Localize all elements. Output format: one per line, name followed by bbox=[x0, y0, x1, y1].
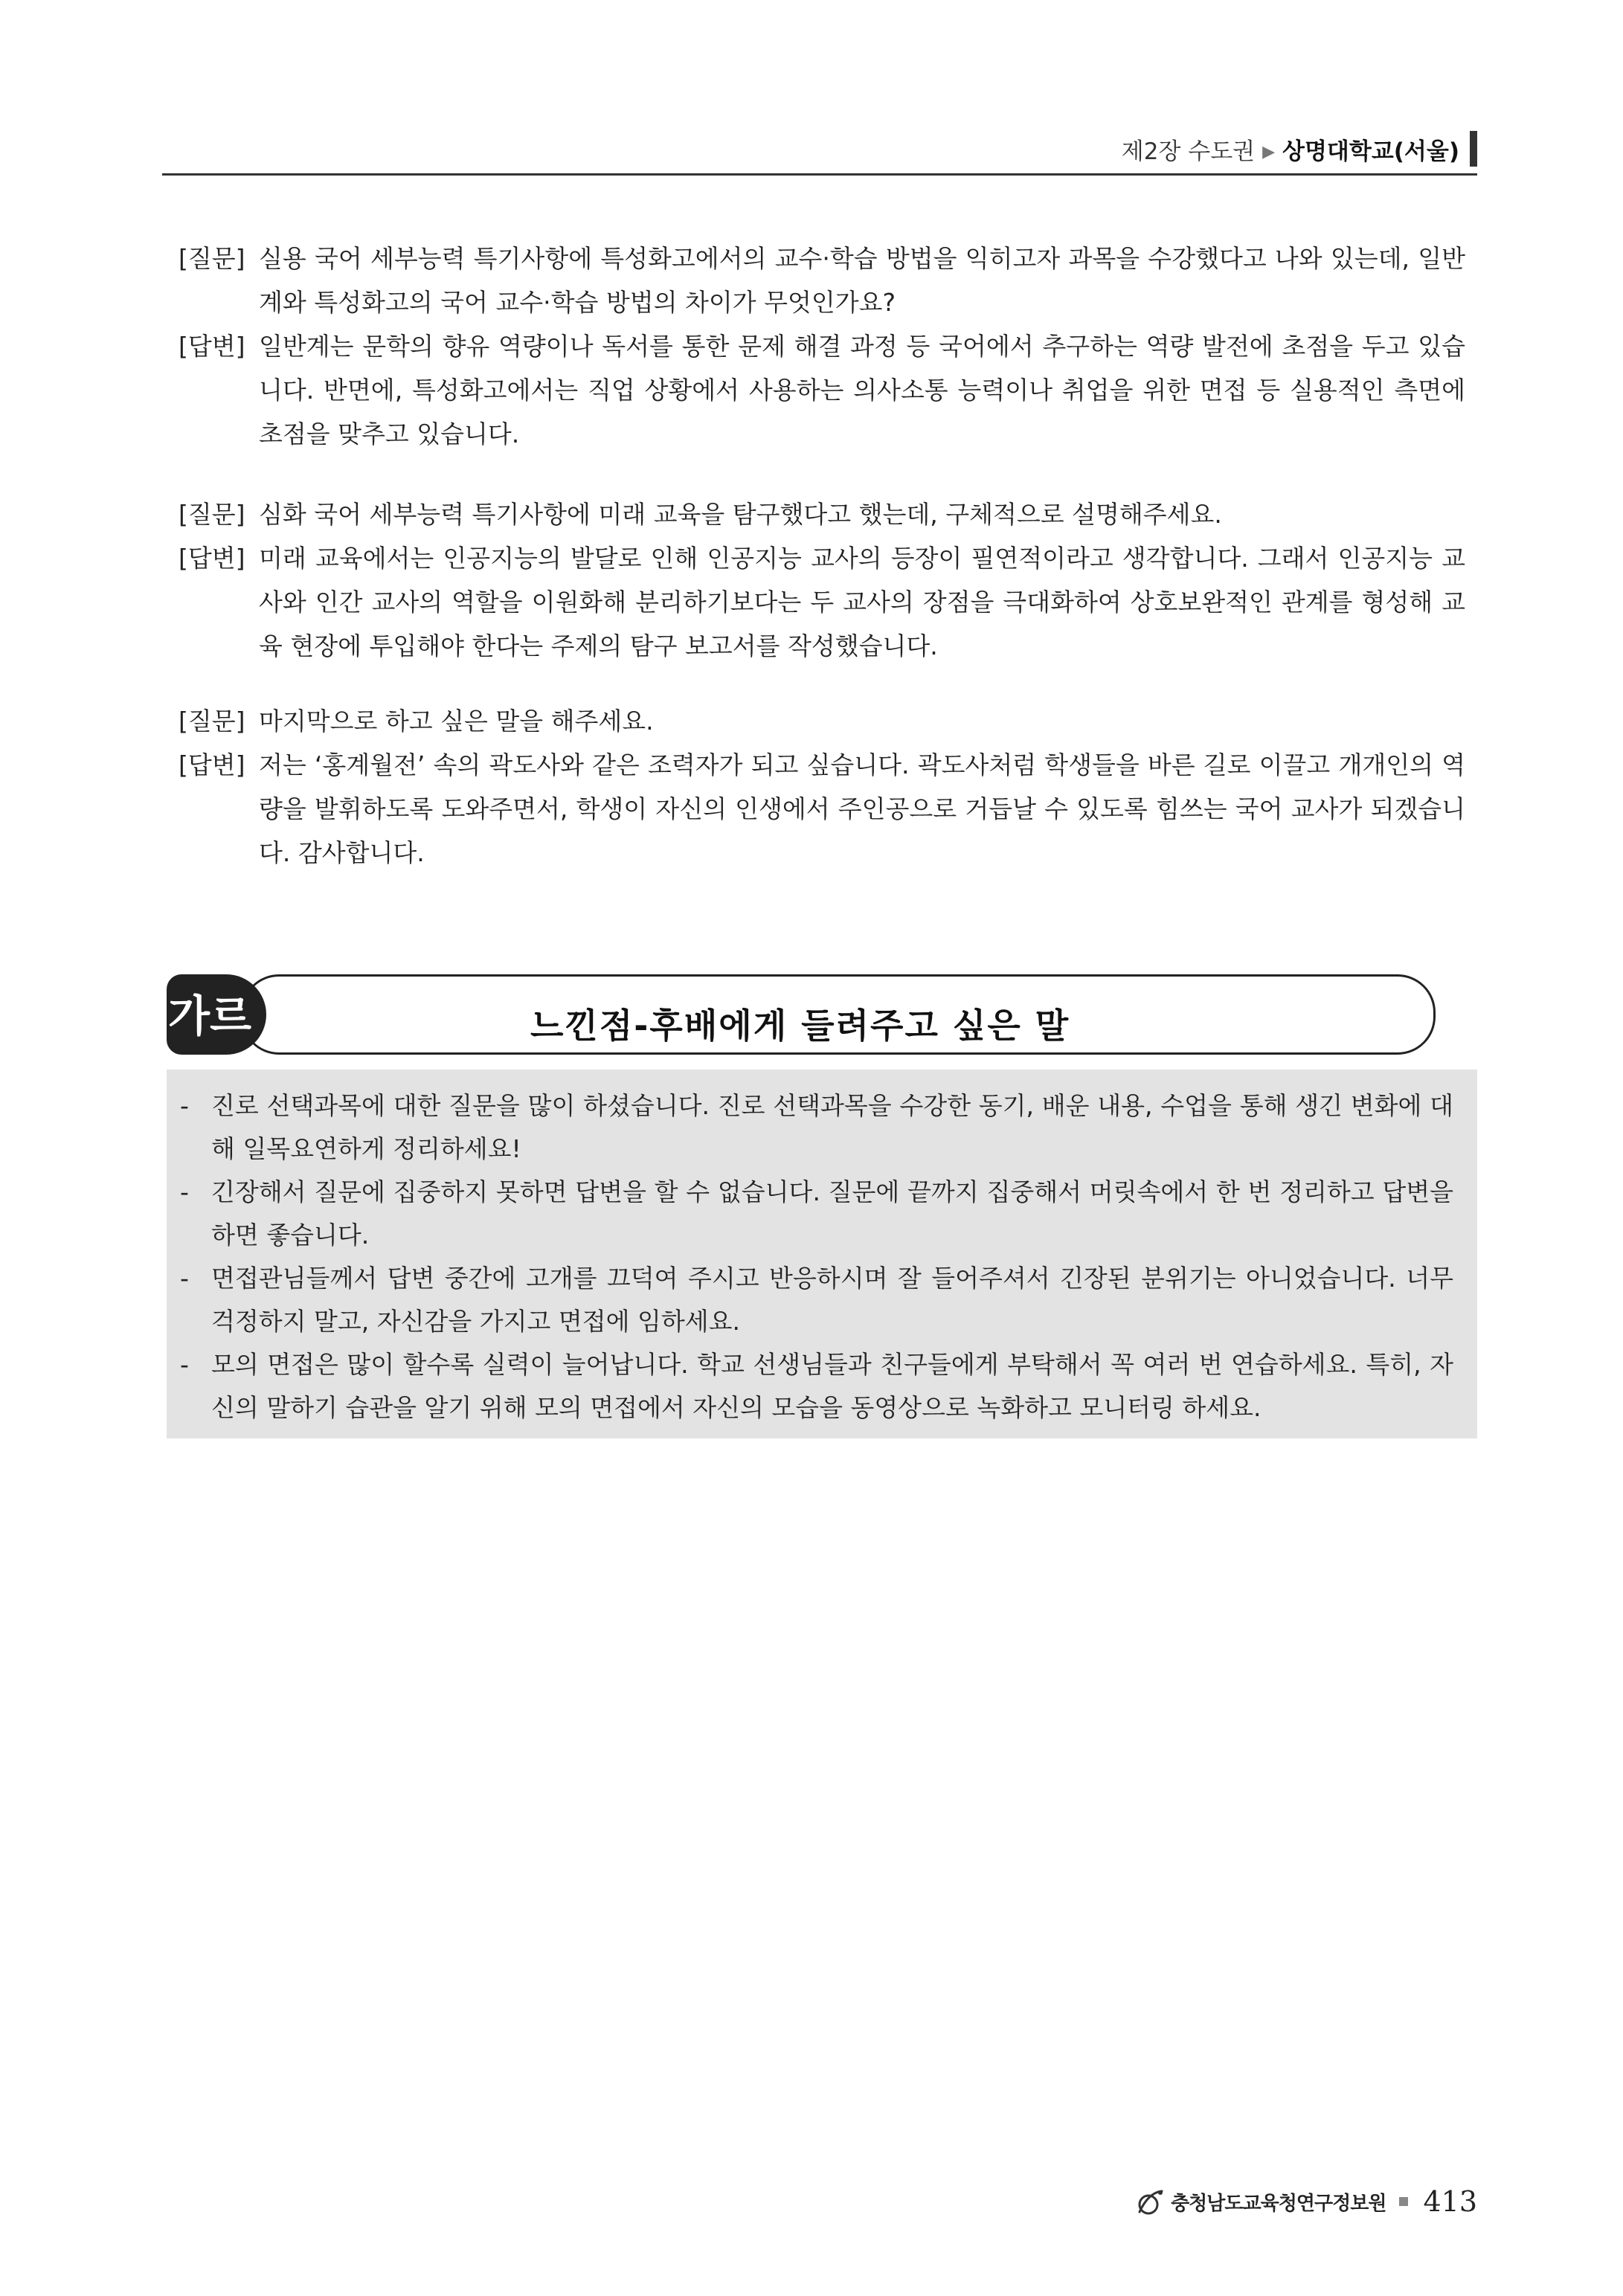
tip-text: 면접관님들께서 답변 중간에 고개를 끄덕여 주시고 반응하시며 잘 들어주셔서 긴장된 분위기는 아니었습니다. 너무 걱정하지 말고, 자신감을 가지고 면접에 임하세요. bbox=[211, 1264, 1453, 1336]
tip-item bbox=[167, 1171, 1477, 1257]
tip-text: 진로 선택과목에 대한 질문을 많이 하셨습니다. 진로 선택과목을 수강한 동기, 배운 내용, 수업을 통해 생긴 변화에 대해 일목요연하게 정리하세요! bbox=[211, 1091, 1453, 1163]
section-title: 느낀점-후배에게 들려주고 싶은 말 bbox=[530, 1006, 1070, 1046]
qa-tag: [답변] bbox=[179, 332, 245, 361]
header-breadcrumb bbox=[1122, 132, 1459, 166]
qa-answer bbox=[179, 324, 1465, 456]
header-rule bbox=[162, 173, 1477, 176]
qa-answer bbox=[179, 536, 1465, 668]
page-footer bbox=[1134, 2183, 1477, 2220]
tip-text: 긴장해서 질문에 집중하지 못하면 답변을 할 수 없습니다. 질문에 끝까지 집중해서 머릿속에서 한 번 정리하고 답변을 하면 좋습니다. bbox=[211, 1177, 1453, 1250]
footer-org-name: 충청남도교육청연구정보원 bbox=[1171, 2192, 1386, 2215]
qa-question bbox=[179, 492, 1465, 536]
section-title-box bbox=[241, 974, 1436, 1055]
org-logo-icon bbox=[1134, 2187, 1166, 2216]
qa-text: 마지막으로 하고 싶은 말을 해주세요. bbox=[259, 707, 654, 736]
header-school: 상명대학교(서울) bbox=[1282, 138, 1459, 165]
qa-text: 미래 교육에서는 인공지능의 발달로 인해 인공지능 교사의 등장이 필연적이라고 생각합니다. 그래서 인공지능 교사와 인간 교사의 역할을 이원화해 분리하기보다는 두 교사의 장점을 극대화하여 상호보완적인 관계를 형성해 교육 현장에 투입해야 한다는 주제의 탐구 보고서를 작성했습니다. bbox=[259, 544, 1465, 660]
qa-text: 저는 ‘홍계월전’ 속의 곽도사와 같은 조력자가 되고 싶습니다. 곽도사처럼 학생들을 바른 길로 이끌고 개개인의 역량을 발휘하도록 도와주면서, 학생이 자신의 인생에서 주인공으로 거듭날 수 있도록 힘쓰는 국어 교사가 되겠습니다. 감사합니다. bbox=[259, 750, 1465, 867]
header-edge-bar bbox=[1470, 131, 1477, 167]
qa-text: 일반계는 문학의 향유 역량이나 독서를 통한 문제 해결 과정 등 국어에서 추구하는 역량 발전에 초점을 두고 있습니다. 반면에, 특성화고에서는 직업 상황에서 사용하는 의사소통 능력이나 취업을 위한 면접 등 실용적인 측면에 초점을 맞추고 있습니다. bbox=[259, 332, 1465, 448]
header-chapter: 제2장 수도권 bbox=[1121, 138, 1256, 165]
page-number: 413 bbox=[1423, 2185, 1477, 2218]
badge-glyph-icon bbox=[167, 985, 252, 1044]
triangle-right-icon: ▶ bbox=[1262, 143, 1276, 161]
tip-text: 모의 면접은 많이 할수록 실력이 늘어납니다. 학교 선생님들과 친구들에게 부탁해서 꼭 여러 번 연습하세요. 특히, 자신의 말하기 습관을 알기 위해 모의 면접에서 자신의 모습을 동영상으로 녹화하고 모니터링 하세요. bbox=[211, 1350, 1453, 1422]
badge-text: 가르 bbox=[167, 991, 252, 1041]
section-heading bbox=[167, 971, 1477, 1053]
qa-question bbox=[179, 699, 1465, 743]
tip-item bbox=[167, 1257, 1477, 1343]
tip-dash: - bbox=[180, 1264, 189, 1293]
qa-tag: [답변] bbox=[179, 544, 245, 573]
section-badge bbox=[167, 974, 266, 1055]
tip-item bbox=[167, 1343, 1477, 1430]
qa-tag: [질문] bbox=[179, 244, 245, 273]
tip-dash: - bbox=[180, 1350, 189, 1379]
tip-item bbox=[167, 1084, 1477, 1171]
qa-tag: [질문] bbox=[179, 500, 245, 529]
footer-square-icon bbox=[1399, 2197, 1408, 2206]
tip-dash: - bbox=[180, 1177, 189, 1206]
qa-question bbox=[179, 237, 1465, 324]
qa-answer bbox=[179, 743, 1465, 875]
tips-box bbox=[167, 1070, 1477, 1438]
tip-dash: - bbox=[180, 1091, 189, 1120]
qa-block-3 bbox=[179, 699, 1465, 875]
qa-text: 심화 국어 세부능력 특기사항에 미래 교육을 탐구했다고 했는데, 구체적으로 설명해주세요. bbox=[259, 500, 1222, 529]
qa-block-1 bbox=[179, 237, 1465, 456]
qa-tag: [답변] bbox=[179, 750, 245, 779]
qa-block-2 bbox=[179, 492, 1465, 668]
qa-tag: [질문] bbox=[179, 707, 245, 736]
qa-text: 실용 국어 세부능력 특기사항에 특성화고에서의 교수·학습 방법을 익히고자 과목을 수강했다고 나와 있는데, 일반계와 특성화고의 국어 교수·학습 방법의 차이가 무엇인가요? bbox=[259, 244, 1465, 317]
running-header bbox=[162, 126, 1477, 176]
